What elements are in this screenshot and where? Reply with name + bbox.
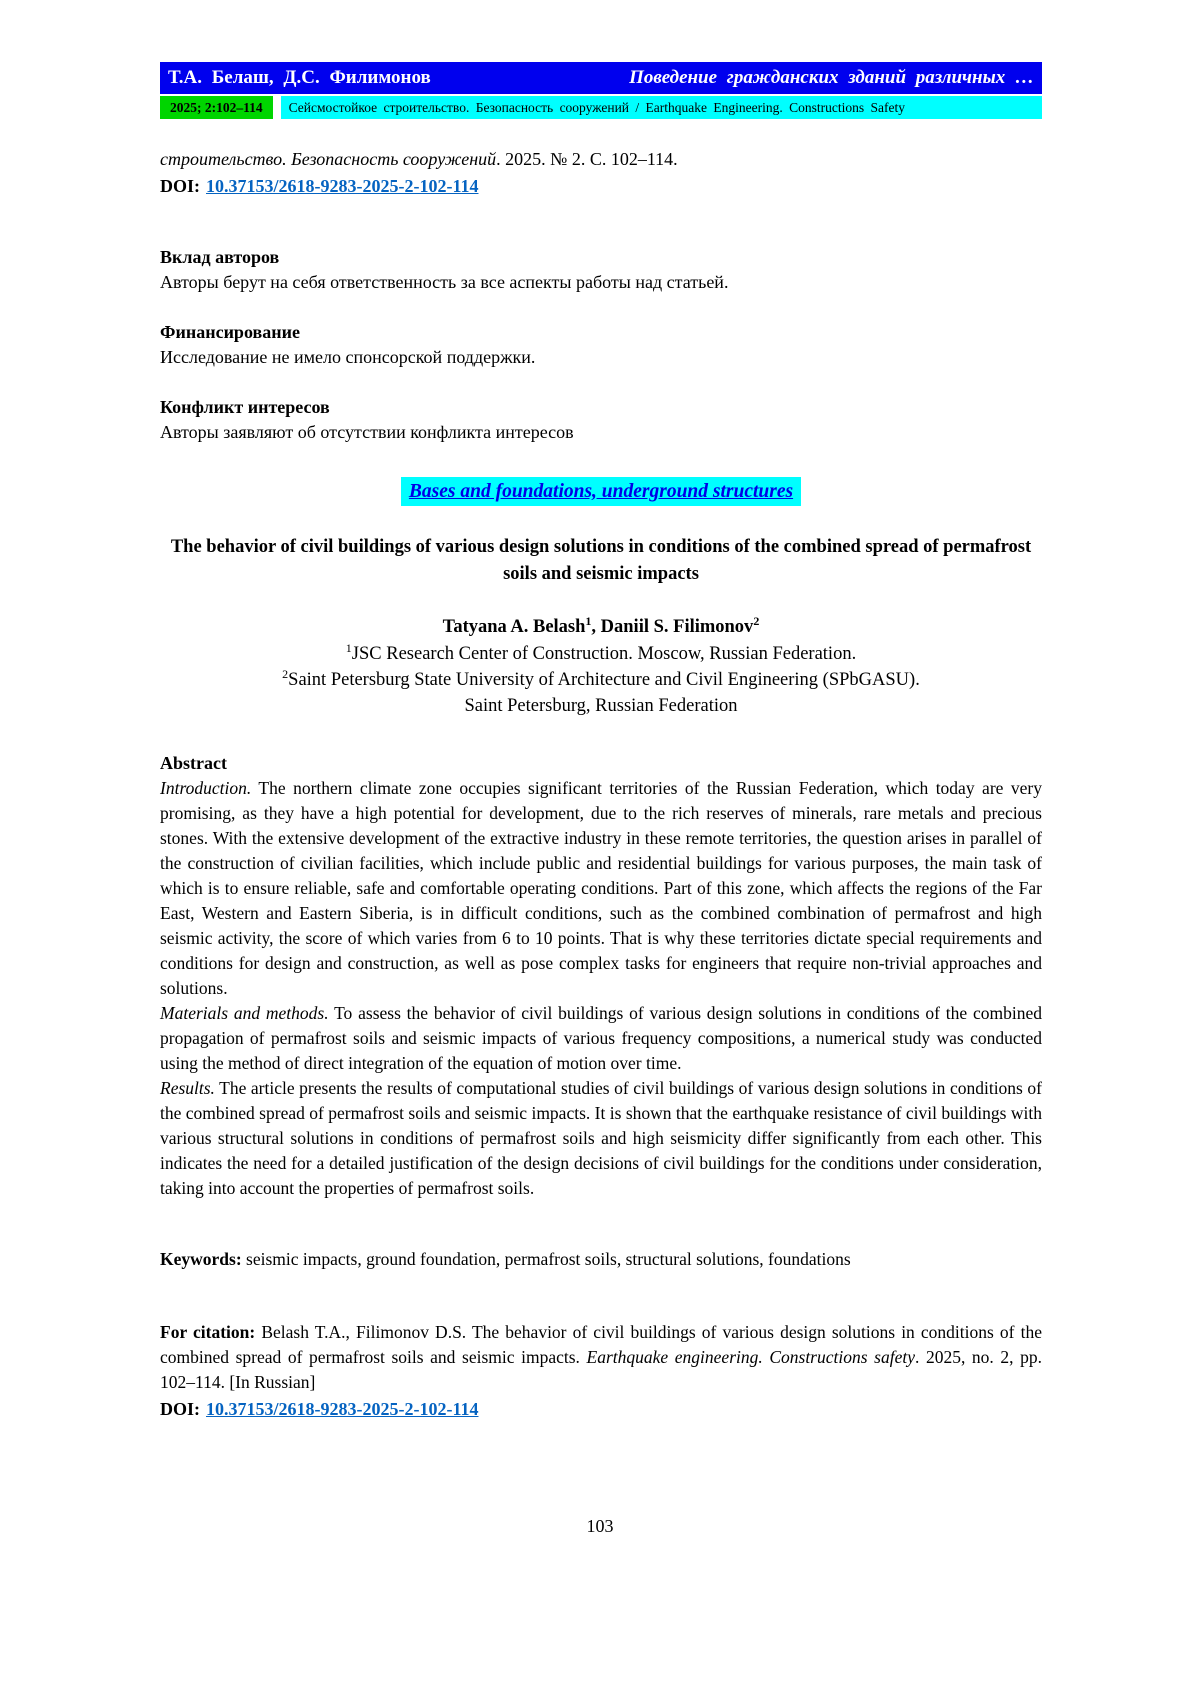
running-header-authors: Т.А. Белаш, Д.С. Филимонов (168, 67, 431, 88)
doi-label-2: DOI: (160, 1399, 200, 1419)
running-header (160, 62, 1042, 119)
author-2-affiliation-mark: 2 (753, 613, 760, 628)
affiliation-1-text: JSC Research Center of Construction. Moscow, Russian Federation. (351, 644, 857, 664)
funding-heading: Финансирование (160, 322, 300, 342)
for-citation-tail: . 2025, no. 2, pp. 102–114. [In Russian] (160, 1347, 1042, 1392)
doi-link[interactable]: 10.37153/2618-9283-2025-2-102-114 (206, 176, 479, 196)
for-citation-label: For citation: (160, 1322, 256, 1342)
affiliation-1 (160, 641, 1042, 667)
russian-citation-line (160, 147, 1042, 172)
abstract-results-text: The article presents the results of computational studies of civil buildings of various design solutions in conditions of the combined spread of permafrost soils and seismic impacts. It is shown that the earthquake resistance of civil buildings with various structural solutions in conditions of permafrost soils and high seismicity differ significantly from each other. This indicates the need for a detailed justification of the design decisions of civil buildings for the conditions under consideration, taking into account the properties of permafrost soils. (160, 1078, 1042, 1198)
running-header-article-title: Поведение гражданских зданий различных … (629, 67, 1034, 88)
author-1-affiliation-mark: 1 (585, 613, 592, 628)
affiliation-3 (160, 693, 1042, 719)
keywords-label: Keywords: (160, 1249, 242, 1269)
doi-label: DOI: (160, 176, 200, 196)
english-doi-line (160, 1397, 1042, 1422)
abstract-results-label: Results. (160, 1078, 215, 1098)
keywords-paragraph (160, 1247, 1042, 1272)
affiliation-2-mark: 2 (282, 666, 289, 681)
conflict-text: Авторы заявляют об отсутствии конфликта интересов (160, 422, 574, 442)
affiliation-3-text: Saint Petersburg, Russian Federation (464, 696, 738, 716)
russian-citation-journal: строительство. Безопасность сооружений (160, 149, 497, 169)
section-rubric-row (160, 477, 1042, 506)
affiliation-2 (160, 667, 1042, 693)
affiliation-1-mark: 1 (345, 640, 352, 655)
author-contribution-heading: Вклад авторов (160, 247, 280, 267)
author-contribution-section (160, 245, 1042, 295)
section-rubric: Bases and foundations, underground structures (401, 477, 801, 506)
abstract-introduction-text: The northern climate zone occupies significant territories of the Russian Federation, which today are very promising, as they have a high potential for development, due to the rich reserves of minerals, rare metals and precious stones. With the extensive development of the extractive industry in these remote territories, the question arises in parallel of the construction of civilian facilities, which include public and residential buildings for various purposes, the main task of which is to ensure reliable, safe and comfortable operating conditions. Part of this zone, which affects the regions of the Far East, Western and Eastern Siberia, is in difficult conditions, such as the combined combination of permafrost and high seismic activity, the score of which varies from 6 to 10 points. That is why these territories dictate special requirements and conditions for design and construction, as well as pose complex tasks for engineers that require non-trivial approaches and solutions. (160, 778, 1042, 998)
funding-text: Исследование не имело спонсорской поддержки. (160, 347, 536, 367)
author-1-name: Tatyana A. Belash (442, 617, 586, 637)
for-citation-paragraph (160, 1320, 1042, 1395)
issue-info-badge: 2025; 2:102–114 (160, 96, 273, 119)
author-2-name: , Daniil S. Filimonov (591, 617, 754, 637)
running-header-title-row (160, 62, 1042, 94)
keywords-text: seismic impacts, ground foundation, permafrost soils, structural solutions, foundations (241, 1249, 851, 1269)
page-number: 103 (586, 1516, 614, 1536)
affiliation-2-text: Saint Petersburg State University of Architecture and Civil Engineering (SPbGASU). (288, 670, 920, 690)
abstract-methods-label: Materials and methods. (160, 1003, 329, 1023)
article-title: The behavior of civil buildings of various design solutions in conditions of the combined spread of permafrost soils and seismic impacts (170, 537, 1032, 584)
conflict-heading: Конфликт интересов (160, 397, 330, 417)
conflict-of-interest-section (160, 395, 1042, 445)
russian-doi-line (160, 174, 1042, 199)
for-citation-journal: Earthquake engineering. Constructions safety (586, 1347, 915, 1367)
running-header-journal-row (160, 96, 1042, 119)
for-citation-text: Belash T.A., Filimonov D.S. The behavior of civil buildings of various design solutions in conditions of the combined spread of permafrost soils and seismic impacts. (160, 1322, 1042, 1367)
russian-citation-rest: . 2025. № 2. С. 102–114. (496, 149, 678, 169)
funding-section (160, 320, 1042, 370)
abstract-results-paragraph (160, 1076, 1042, 1201)
abstract-heading: Abstract (160, 753, 227, 773)
journal-name-badge: Сейсмостойкое строительство. Безопасность сооружений / Earthquake Engineering. Constructions Safety (281, 96, 1042, 119)
doi-link-2[interactable]: 10.37153/2618-9283-2025-2-102-114 (206, 1399, 479, 1419)
author-contribution-text: Авторы берут на себя ответственность за все аспекты работы над статьей. (160, 272, 729, 292)
authors-line (160, 614, 1042, 641)
abstract-methods-paragraph (160, 1001, 1042, 1076)
abstract-methods-text: To assess the behavior of civil buildings of various design solutions in conditions of the combined propagation of permafrost soils and seismic impacts of various frequency compositions, a numerical study was conducted using the method of direct integration of the equation of motion over time. (160, 1003, 1042, 1073)
abstract-introduction-label: Introduction. (160, 778, 252, 798)
abstract-introduction-paragraph (160, 776, 1042, 1001)
